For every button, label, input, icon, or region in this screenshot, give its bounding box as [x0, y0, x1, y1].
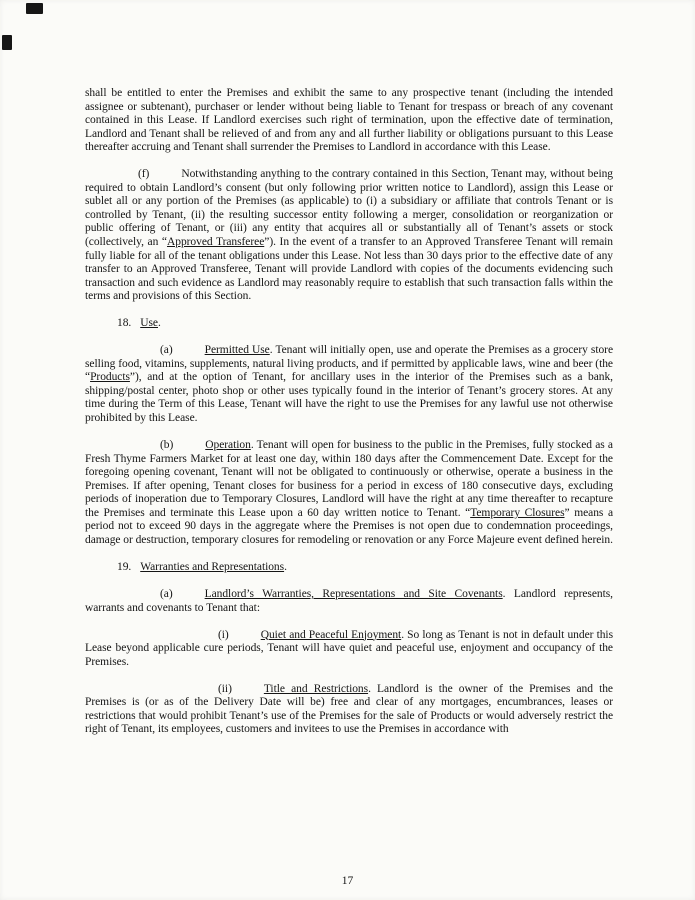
heading-section-19 — [85, 561, 613, 575]
section-number: 19. — [117, 560, 132, 573]
underlined-term-quiet-enjoyment: Quiet and Peaceful Enjoyment — [260, 628, 402, 641]
underlined-term-landlords-warranties: Landlord’s Warranties, Representations and Site Covenants — [204, 587, 503, 600]
text-segment: . Landlord is the owner of the Premises and the Premises is (or as of the Delivery Date will be) free and clear of any mortgages, encumbrances, leases or restrictions that would prohibit Tenant’s use of the Premises for the sale of Products or would adversely restrict the right of Tenant, its employees, customers and invitees to use the Premises in accordance with — [85, 682, 613, 736]
para-label: (a) — [160, 587, 173, 600]
para-label: (ii) — [218, 682, 232, 695]
underlined-term-temporary-closures: Temporary Closures — [470, 506, 565, 519]
section-title: Warranties and Representations — [140, 560, 285, 573]
para-label: (f) — [138, 168, 150, 181]
section-title: Use — [140, 317, 158, 330]
text-segment: . So long as Tenant is not in default under this Lease beyond applicable cure periods, Tenant will have quiet and peaceful use, enjoyment and occupancy of the Premises. — [85, 628, 613, 668]
paragraph-18b — [85, 439, 613, 547]
heading-section-18 — [85, 317, 613, 331]
scan-artifact-left — [2, 35, 12, 50]
paragraph-19a — [85, 588, 613, 615]
para-label: (i) — [218, 628, 229, 641]
text-segment: . Tenant will open for business to the public in the Premises, fully stocked as a Fresh Thyme Farmers Market for at least one day, within 180 days after the Commencement Date. Except for the foregoing opening covenant, Tenant will not be obligated to continuously or otherwise, operate a business in the Premises. If after opening, Tenant closes for business for a period in excess of 180 consecutive days, excluding periods of inoperation due to Temporary Closures, Landlord will have the right at any time thereafter to recapture the Premises and terminate this Lease upon a 60 day written notice to Tenant. “ — [85, 439, 613, 519]
paragraph-f — [85, 168, 613, 303]
page-number: 17 — [341, 875, 354, 887]
text-segment: . Landlord represents, warrants and covenants to Tenant that: — [85, 587, 613, 614]
para-label: (b) — [160, 439, 174, 452]
underlined-term-approved-transferee: Approved Transferee — [166, 235, 265, 248]
text-segment: shall be entitled to enter the Premises and exhibit the same to any prospective tenant (including the intended assignee or subtenant), purchaser or lender without being liable to Tenant for trespass or breach of any covenant contained in this Lease. If Landlord exercises such right of termination, upon the effective date of termination, Landlord and Tenant shall be relieved of and from any and all further liability or obligations pursuant to this Lease thereafter accruing and Tenant shall surrender the Premises to Landlord in accordance with this Lease. — [85, 87, 613, 154]
para-label: (a) — [160, 344, 173, 357]
paragraph-continuation — [85, 87, 613, 155]
underlined-term-title-restrictions: Title and Restrictions — [263, 682, 369, 695]
text-segment: . — [157, 317, 161, 330]
text-segment: Notwithstanding anything to the contrary contained in this Section, Tenant may, without being required to obtain Landlord’s consent (but only following prior written notice to Landlord), assign this Lease or sublet all or any portion of the Premises (as applicable) to (i) a subsidiary or affiliate that controls Tenant or is controlled by Tenant, (ii) the resulting successor entity following a merger, consolidation or reorganization or public offering of Tenant, or (iii) any entity that acquires all or substantially all of Tenant’s assets or stock (collectively, an “ — [85, 168, 613, 248]
underlined-term-operation: Operation — [205, 439, 251, 452]
paragraph-19a-i — [85, 629, 613, 670]
text-segment: . Tenant will initially open, use and operate the Premises as a grocery store selling food, vitamins, supplements, natural living products, and if permitted by applicable laws, wine and beer (the “ — [85, 344, 614, 384]
scan-artifact-top — [26, 3, 43, 14]
section-number: 18. — [117, 317, 132, 330]
text-segment: . — [284, 560, 287, 573]
paragraph-18a — [85, 344, 613, 425]
text-segment: ” means a period not to exceed 90 days in the aggregate where the Premises is not open due to condemnation proceedings, damage or destruction, temporary closures for remodeling or renovation or any Force Majeure event defined herein. — [85, 506, 613, 546]
paragraph-19a-ii — [85, 683, 613, 737]
text-segment: ”), and at the option of Tenant, for ancillary uses in the interior of the Premises such as a bank, shipping/postal center, photo shop or other uses typically found in the interior of Tenant’s grocery stores. At any time during the Term of this Lease, Tenant will have the right to use the Premises for any lawful use not otherwise prohibited by this Lease. — [85, 371, 613, 424]
document-body — [85, 87, 613, 750]
underlined-term-products: Products — [90, 371, 130, 384]
underlined-term-permitted-use: Permitted Use — [204, 344, 270, 357]
text-segment: ”). In the event of a transfer to an Approved Transferee Tenant will remain fully liable for all of the tenant obligations under this Lease. Not less than 30 days prior to the effective date of any transfer to an Approved Transferee, Tenant will provide Landlord with copies of the documents evidencing such transaction and such evidence as Landlord may reasonably require to establish that such transaction falls within the terms and provisions of this Section. — [85, 235, 614, 303]
